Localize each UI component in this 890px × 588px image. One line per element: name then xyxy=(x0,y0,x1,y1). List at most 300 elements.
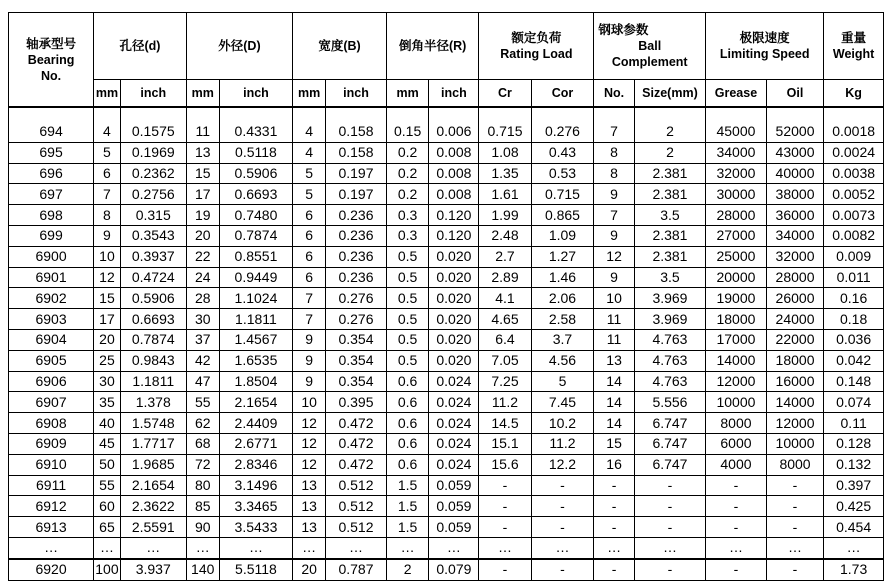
table-cell: 0.3937 xyxy=(120,246,186,267)
table-cell: 19000 xyxy=(706,288,767,309)
table-cell: 14 xyxy=(594,413,634,434)
table-cell: 9 xyxy=(594,225,634,246)
table-cell: 0.2756 xyxy=(120,184,186,205)
table-row xyxy=(9,288,884,309)
table-cell: 0.5906 xyxy=(219,163,292,184)
separator-cell xyxy=(634,107,705,122)
table-cell: 0.5 xyxy=(386,309,429,330)
table-cell: 0.079 xyxy=(429,559,479,580)
table-cell: 6.747 xyxy=(634,454,705,475)
table-cell: 3.5433 xyxy=(219,517,292,538)
table-cell: … xyxy=(594,537,634,558)
table-cell: 0.024 xyxy=(429,433,479,454)
table-cell: … xyxy=(94,537,121,558)
table-cell: 3.969 xyxy=(634,288,705,309)
table-cell: … xyxy=(219,537,292,558)
table-cell: 0.315 xyxy=(120,205,186,226)
table-cell: 0.009 xyxy=(824,246,884,267)
table-cell: 1.9685 xyxy=(120,454,186,475)
table-cell: … xyxy=(706,537,767,558)
table-cell: 17 xyxy=(94,309,121,330)
table-row xyxy=(9,517,884,538)
table-cell: 0.5 xyxy=(386,329,429,350)
table-cell: 7 xyxy=(293,309,326,330)
bearing-spec-table xyxy=(8,12,884,581)
table-cell: 6 xyxy=(94,163,121,184)
table-cell: 7 xyxy=(594,205,634,226)
separator-cell xyxy=(326,107,387,122)
table-cell: 0.024 xyxy=(429,454,479,475)
table-cell: 22 xyxy=(186,246,219,267)
table-cell: 0.2 xyxy=(386,142,429,163)
table-cell: 16 xyxy=(594,454,634,475)
bearing-no-cell: 698 xyxy=(9,205,94,226)
table-cell: 24000 xyxy=(766,309,823,330)
header-weight: 重量 Weight xyxy=(824,13,884,80)
table-cell: 2 xyxy=(634,142,705,163)
table-cell: … xyxy=(429,537,479,558)
bearing-no-cell: 6912 xyxy=(9,496,94,517)
table-cell: 4.763 xyxy=(634,329,705,350)
table-cell: 1.5748 xyxy=(120,413,186,434)
table-cell: - xyxy=(634,475,705,496)
bearing-no-cell: 6900 xyxy=(9,246,94,267)
table-cell: 0.6 xyxy=(386,371,429,392)
separator-cell xyxy=(94,107,121,122)
table-cell: 2.58 xyxy=(531,309,594,330)
table-cell: 55 xyxy=(94,475,121,496)
table-cell: 0.787 xyxy=(326,559,387,580)
table-cell: 7 xyxy=(594,122,634,142)
table-cell: 0.472 xyxy=(326,454,387,475)
table-cell: 50 xyxy=(94,454,121,475)
table-cell: 12 xyxy=(293,454,326,475)
header-chamfer: 倒角半径(R) xyxy=(386,13,479,80)
table-cell: 0.425 xyxy=(824,496,884,517)
table-cell: 0.074 xyxy=(824,392,884,413)
table-cell: 0.4724 xyxy=(120,267,186,288)
table-cell: 0.197 xyxy=(326,163,387,184)
table-cell: 0.020 xyxy=(429,246,479,267)
table-cell: 0.5118 xyxy=(219,142,292,163)
table-cell: 0.11 xyxy=(824,413,884,434)
table-cell: 0.16 xyxy=(824,288,884,309)
header-limiting-speed: 极限速度 Limiting Speed xyxy=(706,13,824,80)
table-cell: 0.715 xyxy=(531,184,594,205)
table-cell: 0.5 xyxy=(386,350,429,371)
table-cell: 30 xyxy=(186,309,219,330)
table-cell: 28000 xyxy=(706,205,767,226)
table-cell: 20 xyxy=(186,225,219,246)
bearing-no-cell: 6906 xyxy=(9,371,94,392)
table-cell: - xyxy=(706,496,767,517)
table-cell: 0.8551 xyxy=(219,246,292,267)
table-cell: 0.6693 xyxy=(120,309,186,330)
table-cell: 15 xyxy=(94,288,121,309)
table-cell: 15.6 xyxy=(479,454,531,475)
header-width: 宽度(B) xyxy=(293,13,387,80)
separator-cell xyxy=(219,107,292,122)
table-cell: 0.354 xyxy=(326,371,387,392)
table-cell: 0.5 xyxy=(386,267,429,288)
table-cell: 1.5 xyxy=(386,517,429,538)
table-cell: - xyxy=(634,559,705,580)
subheader: inch xyxy=(326,80,387,108)
separator-cell xyxy=(594,107,634,122)
table-cell: 2.7 xyxy=(479,246,531,267)
table-cell: 8000 xyxy=(766,454,823,475)
table-cell: 1.1024 xyxy=(219,288,292,309)
table-cell: 0.148 xyxy=(824,371,884,392)
bearing-no-cell: 697 xyxy=(9,184,94,205)
table-cell: 10 xyxy=(594,288,634,309)
table-cell: 85 xyxy=(186,496,219,517)
table-cell: 65 xyxy=(94,517,121,538)
table-cell: 2.381 xyxy=(634,184,705,205)
table-cell: 14.5 xyxy=(479,413,531,434)
table-cell: 0.715 xyxy=(479,122,531,142)
table-cell: 2.48 xyxy=(479,225,531,246)
table-cell: - xyxy=(634,517,705,538)
subheader: No. xyxy=(594,80,634,108)
bearing-no-cell: 6911 xyxy=(9,475,94,496)
table-cell: 140 xyxy=(186,559,219,580)
table-cell: 0.059 xyxy=(429,475,479,496)
table-cell: 13 xyxy=(186,142,219,163)
table-row xyxy=(9,329,884,350)
table-cell: 2.8346 xyxy=(219,454,292,475)
table-cell: 1.46 xyxy=(531,267,594,288)
table-cell: 1.8504 xyxy=(219,371,292,392)
table-cell: 1.1811 xyxy=(219,309,292,330)
table-cell: 0.276 xyxy=(326,288,387,309)
table-cell: 30 xyxy=(94,371,121,392)
table-row xyxy=(9,142,884,163)
table-cell: 15 xyxy=(594,433,634,454)
subheader: Grease xyxy=(706,80,767,108)
table-cell: - xyxy=(594,496,634,517)
separator-cell xyxy=(766,107,823,122)
table-cell: 28000 xyxy=(766,267,823,288)
table-cell: 0.454 xyxy=(824,517,884,538)
table-cell: 2.6771 xyxy=(219,433,292,454)
table-cell: 25000 xyxy=(706,246,767,267)
table-cell: 9 xyxy=(293,329,326,350)
table-cell: 0.2 xyxy=(386,184,429,205)
table-cell: 9 xyxy=(594,267,634,288)
table-cell: 0.1575 xyxy=(120,122,186,142)
table-cell: 14000 xyxy=(706,350,767,371)
table-cell: 3.5 xyxy=(634,267,705,288)
table-cell: 0.236 xyxy=(326,246,387,267)
table-cell: 14 xyxy=(594,371,634,392)
table-cell: 0.53 xyxy=(531,163,594,184)
table-cell: 38000 xyxy=(766,184,823,205)
table-cell: 0.0038 xyxy=(824,163,884,184)
table-cell: 4.56 xyxy=(531,350,594,371)
table-cell: … xyxy=(386,537,429,558)
bearing-no-cell: 6909 xyxy=(9,433,94,454)
table-cell: 0.158 xyxy=(326,142,387,163)
bearing-no-cell: 6920 xyxy=(9,559,94,580)
table-cell: 1.4567 xyxy=(219,329,292,350)
table-row xyxy=(9,184,884,205)
table-cell: 2.1654 xyxy=(120,475,186,496)
table-cell: 1.1811 xyxy=(120,371,186,392)
table-cell: 0.2362 xyxy=(120,163,186,184)
table-cell: 0.006 xyxy=(429,122,479,142)
table-cell: 9 xyxy=(594,184,634,205)
table-cell: 12 xyxy=(293,413,326,434)
table-cell: 6.747 xyxy=(634,433,705,454)
table-cell: - xyxy=(594,559,634,580)
table-cell: 35 xyxy=(94,392,121,413)
table-cell: … xyxy=(120,537,186,558)
subheader: Size(mm) xyxy=(634,80,705,108)
table-cell: 36000 xyxy=(766,205,823,226)
table-row xyxy=(9,475,884,496)
table-cell: 7.45 xyxy=(531,392,594,413)
bearing-no-cell: 6907 xyxy=(9,392,94,413)
table-cell: 0.276 xyxy=(531,122,594,142)
table-cell: - xyxy=(594,517,634,538)
table-cell: 0.120 xyxy=(429,205,479,226)
table-cell: - xyxy=(479,496,531,517)
table-cell: - xyxy=(634,496,705,517)
table-cell: 1.09 xyxy=(531,225,594,246)
table-cell: - xyxy=(479,517,531,538)
table-cell: 5 xyxy=(94,142,121,163)
header-outer-diameter: 外径(D) xyxy=(186,13,292,80)
table-cell: 5.5118 xyxy=(219,559,292,580)
table-cell: 0.512 xyxy=(326,475,387,496)
table-cell: 3.969 xyxy=(634,309,705,330)
subheader: inch xyxy=(219,80,292,108)
table-cell: 10.2 xyxy=(531,413,594,434)
table-cell: 2.5591 xyxy=(120,517,186,538)
table-cell: 0.020 xyxy=(429,267,479,288)
table-cell: 12 xyxy=(94,267,121,288)
table-cell: 8 xyxy=(94,205,121,226)
separator-cell xyxy=(9,107,94,122)
separator-cell xyxy=(293,107,326,122)
table-cell: 0.6 xyxy=(386,392,429,413)
table-cell: 6000 xyxy=(706,433,767,454)
table-cell: 40 xyxy=(94,413,121,434)
table-cell: 72 xyxy=(186,454,219,475)
subheader: mm xyxy=(94,80,121,108)
table-cell: 2.381 xyxy=(634,225,705,246)
table-cell: 1.08 xyxy=(479,142,531,163)
table-cell: 13 xyxy=(293,496,326,517)
table-cell: - xyxy=(531,517,594,538)
table-cell: 0.120 xyxy=(429,225,479,246)
table-cell: 2.1654 xyxy=(219,392,292,413)
separator-cell xyxy=(706,107,767,122)
separator-cell xyxy=(386,107,429,122)
table-cell: 6 xyxy=(293,205,326,226)
table-cell: 0.0082 xyxy=(824,225,884,246)
table-cell: 6.4 xyxy=(479,329,531,350)
table-cell: 1.27 xyxy=(531,246,594,267)
table-cell: 19 xyxy=(186,205,219,226)
table-cell: … xyxy=(326,537,387,558)
table-cell: 0.354 xyxy=(326,350,387,371)
table-cell: 0.020 xyxy=(429,350,479,371)
table-cell: 30000 xyxy=(706,184,767,205)
table-cell: 80 xyxy=(186,475,219,496)
header-bearing-no: 轴承型号 Bearing No. xyxy=(9,13,94,108)
table-cell: - xyxy=(531,496,594,517)
separator-cell xyxy=(186,107,219,122)
table-cell: 0.024 xyxy=(429,413,479,434)
table-cell: 6.747 xyxy=(634,413,705,434)
table-cell: 45000 xyxy=(706,122,767,142)
table-cell: 12000 xyxy=(766,413,823,434)
table-cell: 0.4331 xyxy=(219,122,292,142)
table-row xyxy=(9,392,884,413)
subheader: Cr xyxy=(479,80,531,108)
table-cell: 52000 xyxy=(766,122,823,142)
table-row xyxy=(9,371,884,392)
subheader: inch xyxy=(120,80,186,108)
subheader: Kg xyxy=(824,80,884,108)
separator-cell xyxy=(429,107,479,122)
table-cell: 37 xyxy=(186,329,219,350)
table-cell: 0.865 xyxy=(531,205,594,226)
table-cell: 12 xyxy=(594,246,634,267)
table-cell: 0.6 xyxy=(386,413,429,434)
table-cell: 7 xyxy=(94,184,121,205)
table-cell: 0.197 xyxy=(326,184,387,205)
table-cell: 17000 xyxy=(706,329,767,350)
table-cell: 6 xyxy=(293,225,326,246)
table-row xyxy=(9,454,884,475)
table-cell: 0.18 xyxy=(824,309,884,330)
table-row xyxy=(9,267,884,288)
table-cell: 43000 xyxy=(766,142,823,163)
bearing-no-cell: 6903 xyxy=(9,309,94,330)
separator-cell xyxy=(120,107,186,122)
table-cell: 3.937 xyxy=(120,559,186,580)
table-cell: 0.024 xyxy=(429,392,479,413)
table-cell: 0.036 xyxy=(824,329,884,350)
subheader: inch xyxy=(429,80,479,108)
table-cell: 0.512 xyxy=(326,496,387,517)
table-cell: 0.7874 xyxy=(120,329,186,350)
separator-cell xyxy=(824,107,884,122)
table-cell: 0.059 xyxy=(429,517,479,538)
table-cell: 42 xyxy=(186,350,219,371)
bearing-no-cell: 695 xyxy=(9,142,94,163)
table-cell: 0.354 xyxy=(326,329,387,350)
table-cell: … xyxy=(186,537,219,558)
table-cell: 12000 xyxy=(706,371,767,392)
bearing-no-cell: 694 xyxy=(9,122,94,142)
table-cell: 6 xyxy=(293,267,326,288)
table-cell: 24 xyxy=(186,267,219,288)
table-cell: 3.3465 xyxy=(219,496,292,517)
table-cell: 13 xyxy=(594,350,634,371)
bearing-no-cell: 6901 xyxy=(9,267,94,288)
table-cell: 9 xyxy=(293,371,326,392)
table-cell: 11 xyxy=(594,329,634,350)
bearing-no-cell: 6913 xyxy=(9,517,94,538)
table-cell: 7 xyxy=(293,288,326,309)
table-cell: 0.276 xyxy=(326,309,387,330)
table-cell: 0.059 xyxy=(429,496,479,517)
table-cell: 2.381 xyxy=(634,163,705,184)
table-cell: 1.99 xyxy=(479,205,531,226)
table-cell: 10 xyxy=(94,246,121,267)
table-cell: 5.556 xyxy=(634,392,705,413)
table-cell: 10000 xyxy=(766,433,823,454)
table-cell: 3.7 xyxy=(531,329,594,350)
table-row xyxy=(9,413,884,434)
table-cell: 0.128 xyxy=(824,433,884,454)
table-cell: 1.7717 xyxy=(120,433,186,454)
table-cell: 34000 xyxy=(706,142,767,163)
table-cell: 11 xyxy=(186,122,219,142)
table-cell: 4 xyxy=(293,142,326,163)
table-cell: 100 xyxy=(94,559,121,580)
table-cell: - xyxy=(766,559,823,580)
table-cell: 2.89 xyxy=(479,267,531,288)
table-cell: 0.024 xyxy=(429,371,479,392)
table-cell: - xyxy=(766,517,823,538)
table-cell: 4.763 xyxy=(634,350,705,371)
table-cell: 5 xyxy=(293,163,326,184)
table-cell: 0.9843 xyxy=(120,350,186,371)
bearing-no-cell: 6905 xyxy=(9,350,94,371)
table-cell: 0.1969 xyxy=(120,142,186,163)
table-cell: 0.397 xyxy=(824,475,884,496)
table-cell: 0.020 xyxy=(429,309,479,330)
table-cell: 0.236 xyxy=(326,205,387,226)
table-cell: 8000 xyxy=(706,413,767,434)
table-cell: … xyxy=(531,537,594,558)
table-cell: - xyxy=(706,517,767,538)
table-cell: 8 xyxy=(594,142,634,163)
table-cell: 4.65 xyxy=(479,309,531,330)
table-cell: - xyxy=(531,475,594,496)
table-cell: 68 xyxy=(186,433,219,454)
table-cell: 4.763 xyxy=(634,371,705,392)
table-cell: 8 xyxy=(594,163,634,184)
table-cell: 25 xyxy=(94,350,121,371)
table-cell: 0.042 xyxy=(824,350,884,371)
table-cell: 14000 xyxy=(766,392,823,413)
table-cell: 0.008 xyxy=(429,142,479,163)
table-cell: 0.472 xyxy=(326,413,387,434)
table-cell: 0.5 xyxy=(386,288,429,309)
table-cell: 16000 xyxy=(766,371,823,392)
table-row xyxy=(9,163,884,184)
table-cell: 6 xyxy=(293,246,326,267)
table-cell: 0.395 xyxy=(326,392,387,413)
table-cell: 20 xyxy=(293,559,326,580)
table-cell: 1.5 xyxy=(386,496,429,517)
table-cell: 12.2 xyxy=(531,454,594,475)
table-cell: 0.3 xyxy=(386,225,429,246)
table-row xyxy=(9,559,884,580)
table-cell: 0.008 xyxy=(429,184,479,205)
table-cell: - xyxy=(594,475,634,496)
header-rating-load: 额定负荷 Rating Load xyxy=(479,13,594,80)
table-cell: 55 xyxy=(186,392,219,413)
table-cell: 0.5906 xyxy=(120,288,186,309)
table-cell: - xyxy=(706,475,767,496)
